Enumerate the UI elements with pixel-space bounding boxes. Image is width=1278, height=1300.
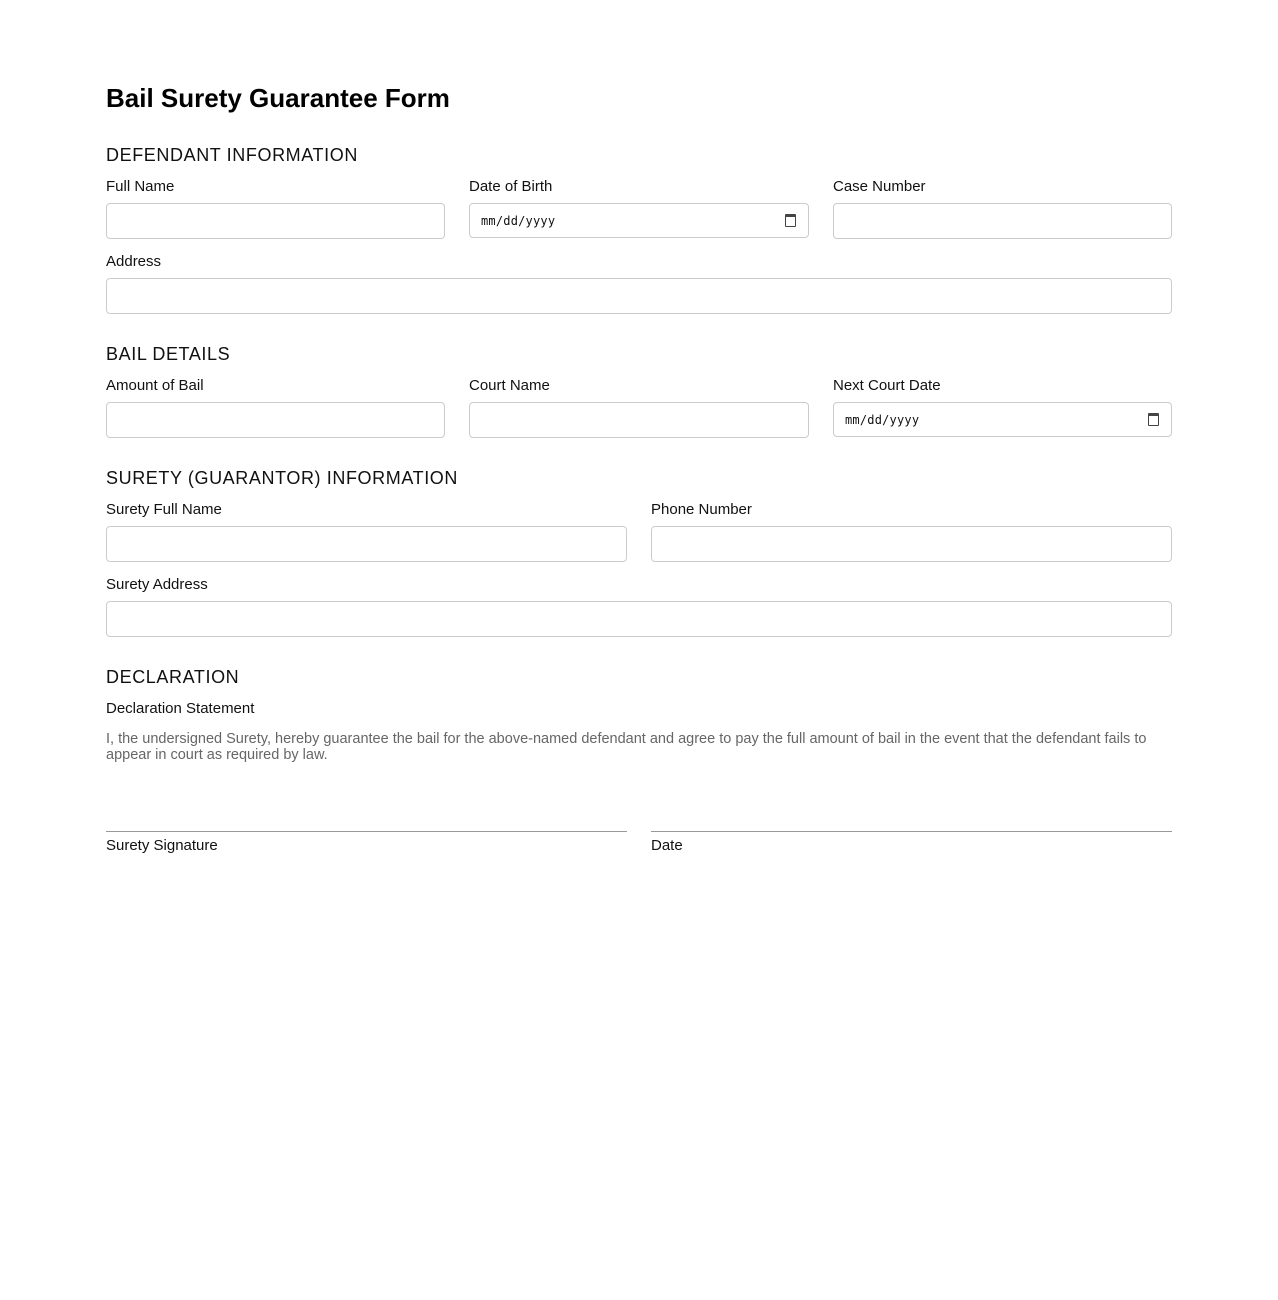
- address-input[interactable]: [106, 278, 1172, 314]
- field-full-name: [106, 178, 445, 239]
- next-court-date-label: Next Court Date: [833, 377, 941, 394]
- section-title-surety: SURETY (GUARANTOR) INFORMATION: [106, 468, 459, 488]
- calendar-icon[interactable]: [1148, 413, 1159, 426]
- case-number-input[interactable]: [833, 203, 1172, 239]
- phone-number-label: Phone Number: [651, 501, 752, 518]
- address-label: Address: [106, 253, 162, 270]
- field-date-of-birth: [469, 178, 809, 238]
- declaration-statement-text: I, the undersigned Surety, hereby guarantee the bail for the above-named defendant and agree to pay the full amount of bail in the event that the defendant fails to appear in court as required by law.: [106, 731, 1147, 763]
- amount-of-bail-label: Amount of Bail: [106, 377, 204, 394]
- field-address: [106, 253, 1172, 314]
- court-name-label: Court Name: [469, 377, 550, 394]
- section-title-bail: BAIL DETAILS: [106, 344, 231, 364]
- page-title: Bail Surety Guarantee Form: [106, 83, 450, 113]
- full-name-input[interactable]: [106, 203, 445, 239]
- field-next-court-date: [833, 377, 1172, 437]
- signature-date-block: [651, 831, 1172, 855]
- signature-date-line[interactable]: [651, 831, 1172, 832]
- surety-signature-block: [106, 831, 627, 855]
- field-court-name: [469, 377, 809, 438]
- court-name-input[interactable]: [469, 402, 809, 438]
- surety-address-input[interactable]: [106, 601, 1172, 637]
- date-of-birth-placeholder: mm/dd/yyyy: [481, 213, 556, 228]
- surety-address-label: Surety Address: [106, 576, 208, 593]
- field-case-number: [833, 178, 1172, 239]
- signature-date-label: Date: [651, 837, 683, 854]
- section-title-declaration: DECLARATION: [106, 667, 240, 687]
- next-court-date-input[interactable]: [833, 402, 1172, 437]
- date-of-birth-label: Date of Birth: [469, 178, 553, 195]
- case-number-label: Case Number: [833, 178, 926, 195]
- date-of-birth-input[interactable]: [469, 203, 809, 238]
- surety-signature-label: Surety Signature: [106, 837, 218, 854]
- full-name-label: Full Name: [106, 178, 175, 195]
- surety-full-name-input[interactable]: [106, 526, 627, 562]
- surety-full-name-label: Surety Full Name: [106, 501, 222, 518]
- amount-of-bail-input[interactable]: [106, 402, 445, 438]
- surety-signature-line[interactable]: [106, 831, 627, 832]
- calendar-icon[interactable]: [785, 214, 796, 227]
- field-surety-full-name: [106, 501, 627, 562]
- declaration-statement-label: Declaration Statement: [106, 700, 255, 717]
- section-title-defendant: DEFENDANT INFORMATION: [106, 145, 358, 165]
- field-phone-number: [651, 501, 1172, 562]
- field-amount-of-bail: [106, 377, 445, 438]
- next-court-date-placeholder: mm/dd/yyyy: [845, 412, 920, 427]
- phone-number-input[interactable]: [651, 526, 1172, 562]
- field-surety-address: [106, 576, 1172, 637]
